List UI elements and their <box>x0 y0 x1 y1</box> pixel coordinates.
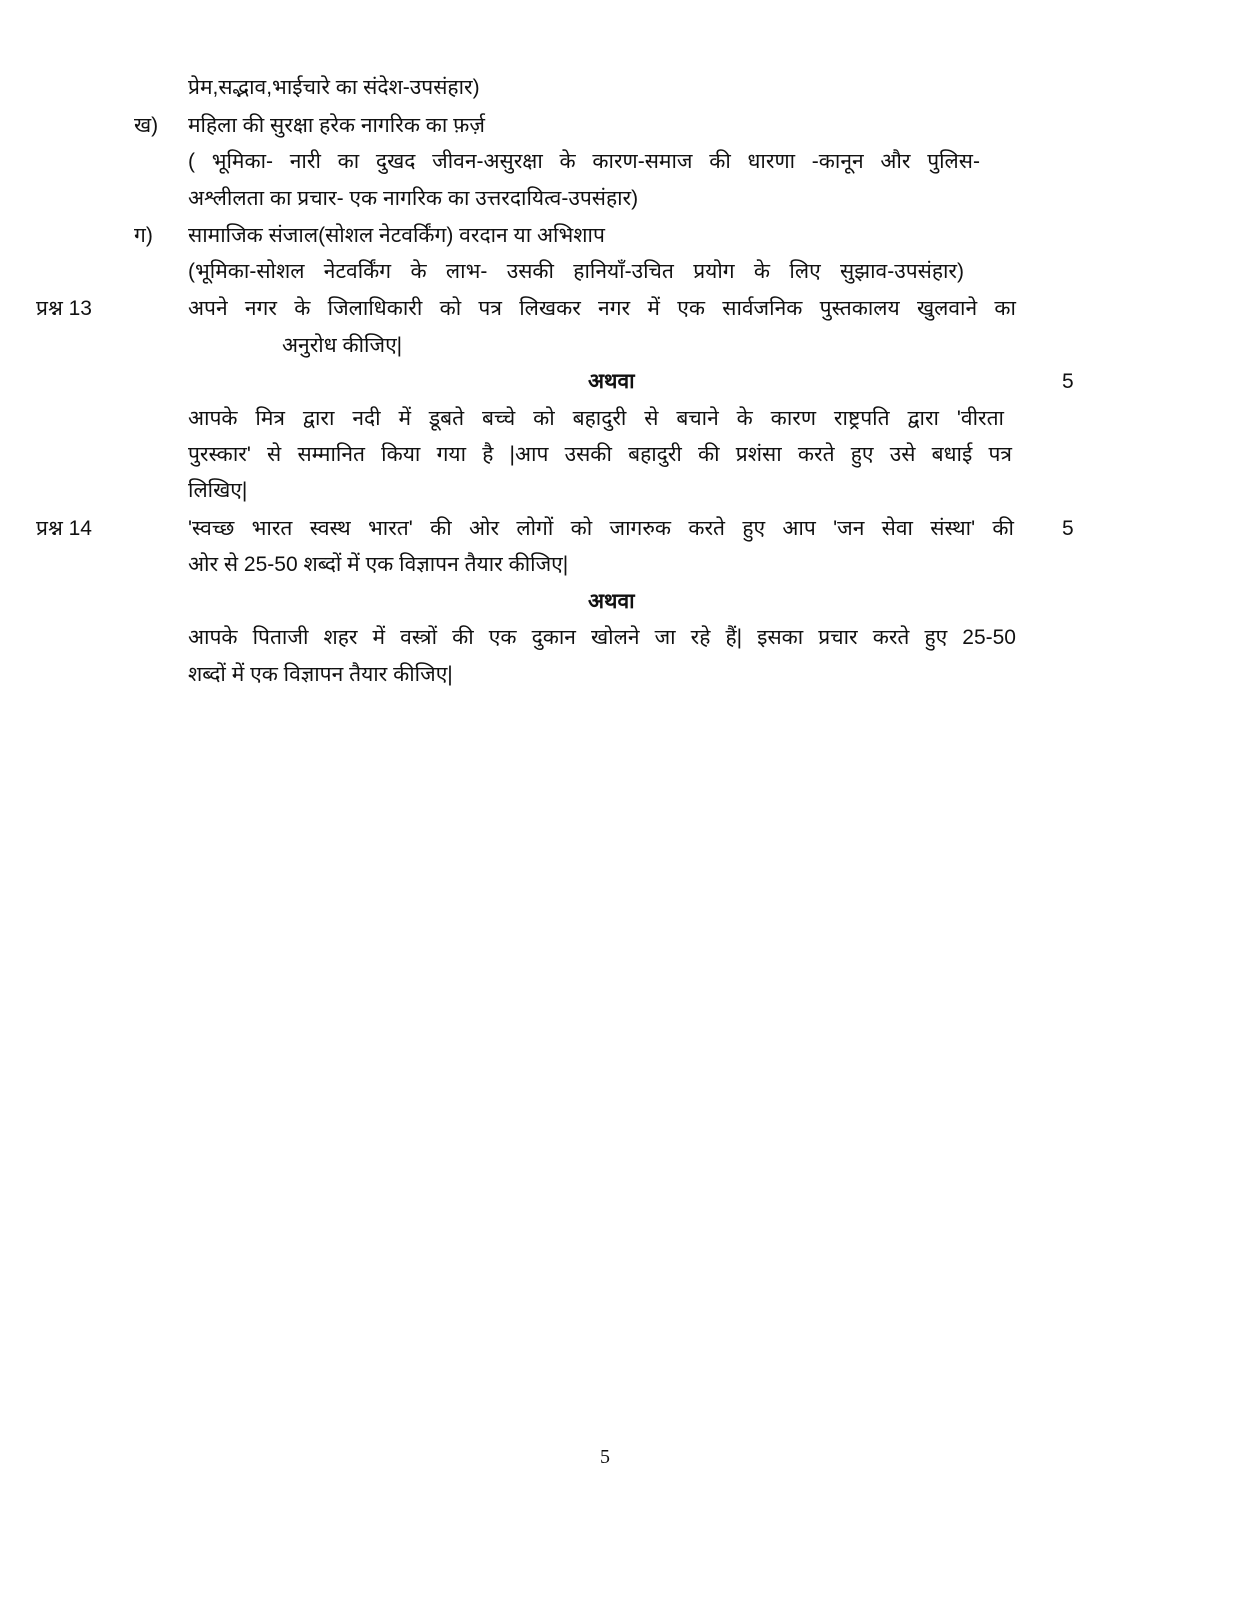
or-heading: अथवा <box>588 590 635 613</box>
essay-title: महिला की सुरक्षा हरेक नागरिक का फ़र्ज़ <box>188 114 485 137</box>
question-label: प्रश्न 13 <box>36 297 92 320</box>
or-heading: अथवा <box>588 370 635 393</box>
question-text-line: अनुरोध कीजिए| <box>282 334 403 357</box>
alt-question-line: लिखिए| <box>188 479 248 502</box>
question-label: प्रश्न 14 <box>36 517 92 540</box>
page-number: 5 <box>600 1446 610 1468</box>
alt-question-line: आपके पिताजी शहर में वस्त्रों की एक दुकान खोलने जा रहे हैं| इसका प्रचार करते हुए 25-50 <box>188 626 1016 649</box>
alt-question-line: पुरस्कार' से सम्मानित किया गया है |आप उसकी बहादुरी की प्रशंसा करते हुए उसे बधाई पत्र <box>188 443 1012 466</box>
question-text-line: ओर से 25-50 शब्दों में एक विज्ञापन तैयार कीजिए| <box>188 553 569 576</box>
option-label-kha: ख) <box>134 114 159 137</box>
question-marks: 5 <box>1062 517 1074 540</box>
essay-outline-line: अश्लीलता का प्रचार- एक नागरिक का उत्तरदायित्व-उपसंहार) <box>188 187 639 210</box>
question-marks: 5 <box>1062 370 1074 393</box>
essay-outline-line: (भूमिका-सोशल नेटवर्किंग के लाभ- उसकी हानियाँ-उचित प्रयोग के लिए सुझाव-उपसंहार) <box>188 260 964 283</box>
essay-outline-line: ( भूमिका- नारी का दुखद जीवन-असुरक्षा के कारण-समाज की धारणा -कानून और पुलिस- <box>188 150 980 173</box>
question-text-line: 'स्वच्छ भारत स्वस्थ भारत' की ओर लोगों को जागरुक करते हुए आप 'जन सेवा संस्था' की <box>188 517 1014 540</box>
option-label-ga: ग) <box>134 224 153 247</box>
essay-title: सामाजिक संजाल(सोशल नेटवर्किंग) वरदान या अभिशाप <box>188 224 605 247</box>
alt-question-line: आपके मित्र द्वारा नदी में डूबते बच्चे को बहादुरी से बचाने के कारण राष्ट्रपति द्वारा 'वीरता <box>188 407 1004 430</box>
question-text-line: अपने नगर के जिलाधिकारी को पत्र लिखकर नगर में एक सार्वजनिक पुस्तकालय खुलवाने का <box>188 297 1016 320</box>
essay-outline-line: प्रेम,सद्भाव,भाईचारे का संदेश-उपसंहार) <box>188 76 480 99</box>
alt-question-line: शब्दों में एक विज्ञापन तैयार कीजिए| <box>188 663 453 686</box>
